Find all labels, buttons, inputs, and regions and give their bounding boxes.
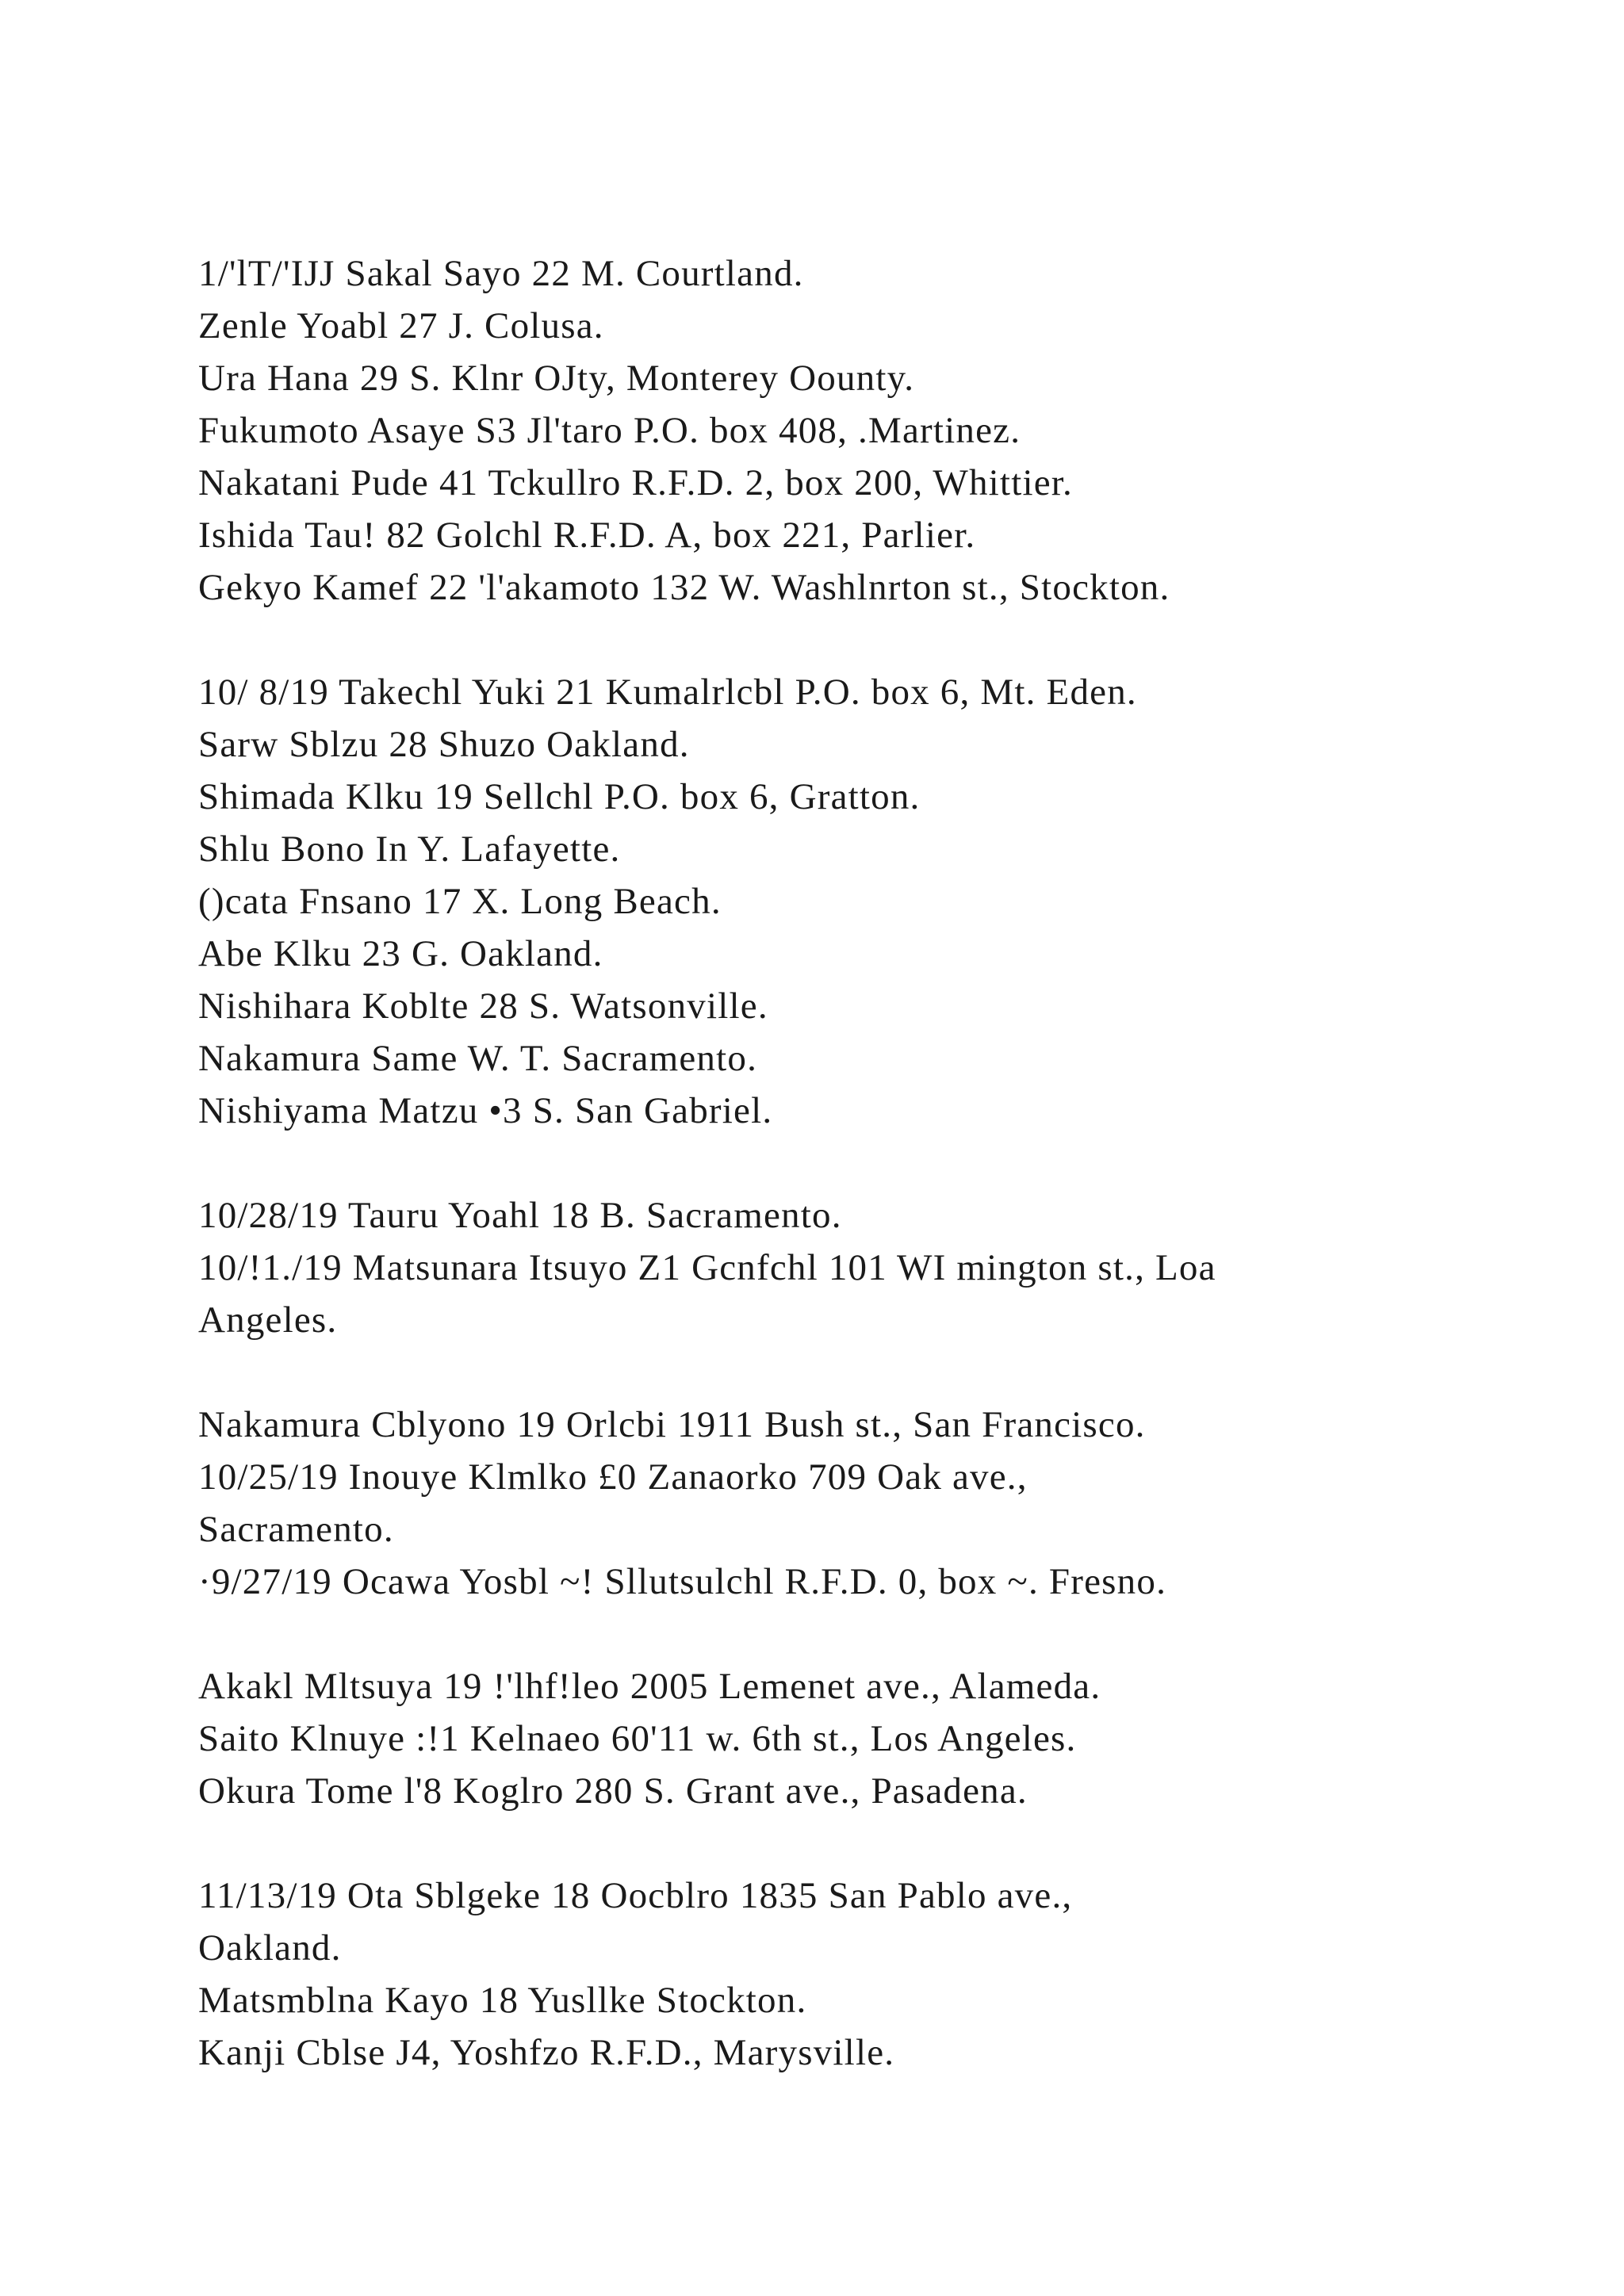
text-line: ·9/27/19 Ocawa Yosbl ~! Sllutsulchl R.F.D. 0, box ~. Fresno.: [198, 1561, 1167, 1602]
text-line: Kanji Cblse J4, Yoshfzo R.F.D., Marysville.: [198, 2032, 895, 2073]
text-line: 10/ 8/19 Takechl Yuki 21 Kumalrlcbl P.O. box 6, Mt. Eden.: [198, 672, 1137, 713]
text-line: Angeles.: [198, 1299, 338, 1341]
text-line: Nakamura Cblyono 19 Orlcbi 1911 Bush st., San Francisco.: [198, 1404, 1146, 1445]
text-line: Okura Tome l'8 Koglro 280 S. Grant ave., Pasadena.: [198, 1770, 1028, 1812]
text-line: 10/!1./19 Matsunara Itsuyo Z1 Gcnfchl 101 WI mington st., Loa: [198, 1247, 1216, 1288]
text-line: Nishiyama Matzu •3 S. San Gabriel.: [198, 1090, 773, 1131]
text-line: Shimada Klku 19 Sellchl P.O. box 6, Gratton.: [198, 776, 921, 817]
text-line: Ura Hana 29 S. Klnr OJty, Monterey Oounty.: [198, 358, 915, 399]
text-line: 10/25/19 Inouye Klmlko £0 Zanaorko 709 Oak ave.,: [198, 1456, 1028, 1498]
text-line: Saito Klnuye :!1 Kelnaeo 60'11 w. 6th st., Los Angeles.: [198, 1718, 1077, 1759]
text-line: Shlu Bono In Y. Lafayette.: [198, 828, 621, 870]
text-line: Zenle Yoabl 27 J. Colusa.: [198, 305, 604, 346]
text-line: Gekyo Kamef 22 'l'akamoto 132 W. Washlnrton st., Stockton.: [198, 567, 1170, 608]
blank-line: [198, 1346, 1483, 1399]
text-line: Ishida Tau! 82 Golchl R.F.D. A, box 221, Parlier.: [198, 515, 976, 556]
blank-line: [198, 1608, 1483, 1660]
text-line: ()cata Fnsano 17 X. Long Beach.: [198, 881, 722, 922]
text-line: Nishihara Koblte 28 S. Watsonville.: [198, 985, 768, 1027]
text-line: 10/28/19 Tauru Yoahl 18 B. Sacramento.: [198, 1195, 842, 1236]
text-line: Oakland.: [198, 1927, 342, 1969]
blank-line: [198, 1817, 1483, 1869]
text-line: Nakamura Same W. T. Sacramento.: [198, 1038, 758, 1079]
text-line: Matsmblna Kayo 18 Yusllke Stockton.: [198, 1980, 807, 2021]
text-line: Akakl Mltsuya 19 !'lhf!leo 2005 Lemenet ave., Alameda.: [198, 1666, 1101, 1707]
text-line: Sarw Sblzu 28 Shuzo Oakland.: [198, 724, 690, 765]
text-line: Sacramento.: [198, 1509, 394, 1550]
text-line: Abe Klku 23 G. Oakland.: [198, 933, 603, 974]
blank-line: [198, 614, 1483, 666]
document-body: [198, 247, 1483, 2079]
text-line: Fukumoto Asaye S3 Jl'taro P.O. box 408, .Martinez.: [198, 410, 1021, 451]
text-line: 1/'lT/'IJJ Sakal Sayo 22 M. Courtland.: [198, 253, 804, 294]
text-line: Nakatani Pude 41 Tckullro R.F.D. 2, box 200, Whittier.: [198, 462, 1073, 503]
blank-line: [198, 1137, 1483, 1189]
text-line: 11/13/19 Ota Sblgeke 18 Oocblro 1835 San Pablo ave.,: [198, 1875, 1073, 1916]
